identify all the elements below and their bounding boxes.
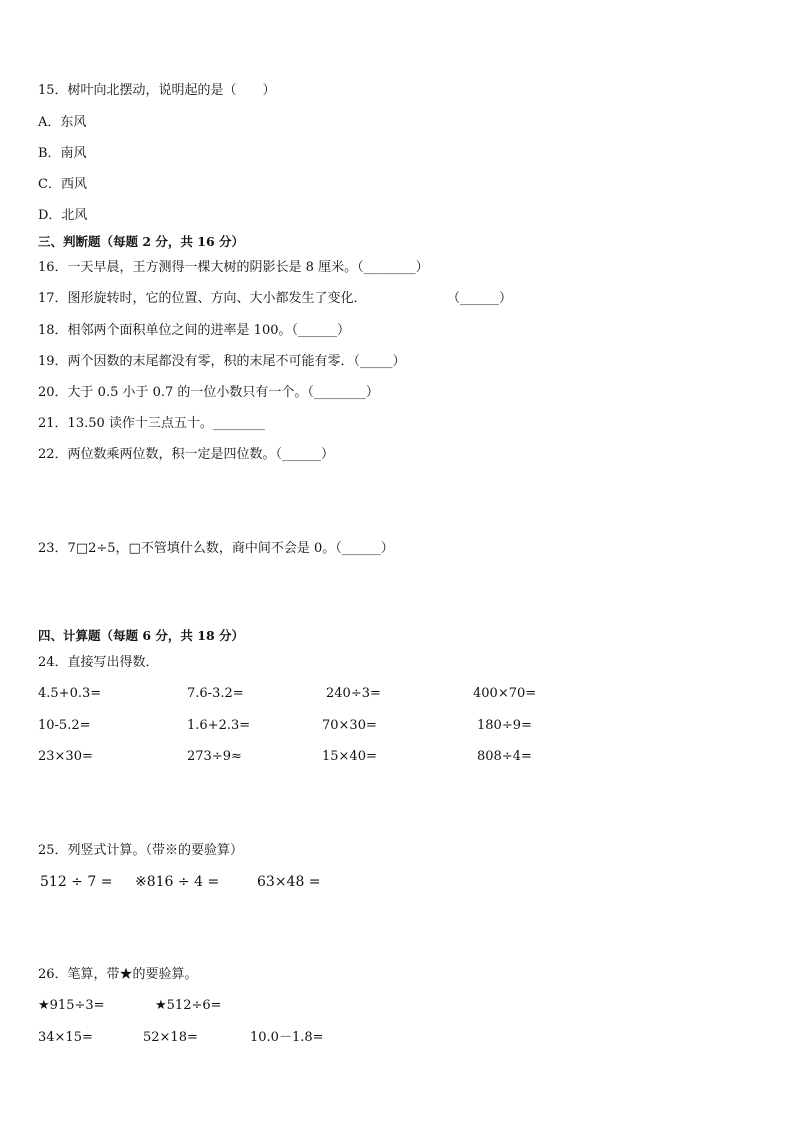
q21: 21．13.50 读作十三点五十。________ (38, 416, 265, 431)
q15-option-c: C．西风 (38, 177, 87, 192)
q20: 20．大于 0.5 小于 0.7 的一位小数只有一个。（________） (38, 385, 379, 400)
q19: 19．两个因数的末尾都没有零，积的末尾不可能有零．（_____） (38, 354, 406, 369)
q25-item-1: 512 ÷ 7 = (40, 874, 113, 890)
q26-r1-c2: ★512÷6= (155, 998, 222, 1013)
q26-r2-c1: 34×15= (38, 1030, 93, 1045)
q15-stem: 15．树叶向北摆动，说明起的是（ ） (38, 83, 276, 98)
section3-heading: 三、判断题（每题 2 分，共 16 分） (38, 234, 245, 249)
q24-r3-c4: 808÷4= (477, 749, 532, 764)
q24-r3-c1: 23×30= (38, 749, 93, 764)
q24-r1-c1: 4.5+0.3= (38, 686, 102, 701)
q26-r2-c2: 52×18= (143, 1030, 198, 1045)
q17-blank: （______） (447, 291, 513, 306)
q24-r1-c2: 7.6-3.2= (187, 686, 244, 701)
q26-r1-c1: ★915÷3= (38, 998, 105, 1013)
q23: 23．7□2÷5，□不管填什么数，商中间不会是 0。（______） (38, 541, 394, 556)
q25-item-2: ※816 ÷ 4 = (135, 874, 220, 890)
q24-r3-c2: 273÷9≈ (187, 749, 242, 764)
q24-r1-c3: 240÷3= (326, 686, 381, 701)
q25-item-3: 63×48 = (257, 874, 321, 890)
q17: 17．图形旋转时，它的位置、方向、大小都发生了变化． (38, 291, 367, 306)
q15-option-a: A．东风 (38, 115, 87, 130)
q24-stem: 24．直接写出得数． (38, 655, 159, 670)
q15-option-b: B．南风 (38, 146, 87, 161)
q26-r2-c3: 10.0－1.8= (250, 1030, 324, 1045)
q25-stem: 25．列竖式计算。（带※的要验算） (38, 843, 244, 858)
q24-r1-c4: 400×70= (473, 686, 537, 701)
section4-heading: 四、计算题（每题 6 分，共 18 分） (38, 628, 245, 643)
q15-option-d: D．北风 (38, 208, 88, 223)
q22: 22．两位数乘两位数，积一定是四位数。（______） (38, 447, 335, 462)
q26-stem: 26．笔算，带★的要验算。 (38, 967, 198, 982)
q24-r2-c2: 1.6+2.3= (187, 718, 251, 733)
q24-r3-c3: 15×40= (322, 749, 377, 764)
q16: 16．一天早晨，王方测得一棵大树的阴影长是 8 厘米。（________） (38, 260, 429, 275)
q24-r2-c4: 180÷9= (477, 718, 532, 733)
q24-r2-c3: 70×30= (322, 718, 377, 733)
q24-r2-c1: 10-5.2= (38, 718, 91, 733)
q18: 18．相邻两个面积单位之间的进率是 100。（______） (38, 323, 350, 338)
